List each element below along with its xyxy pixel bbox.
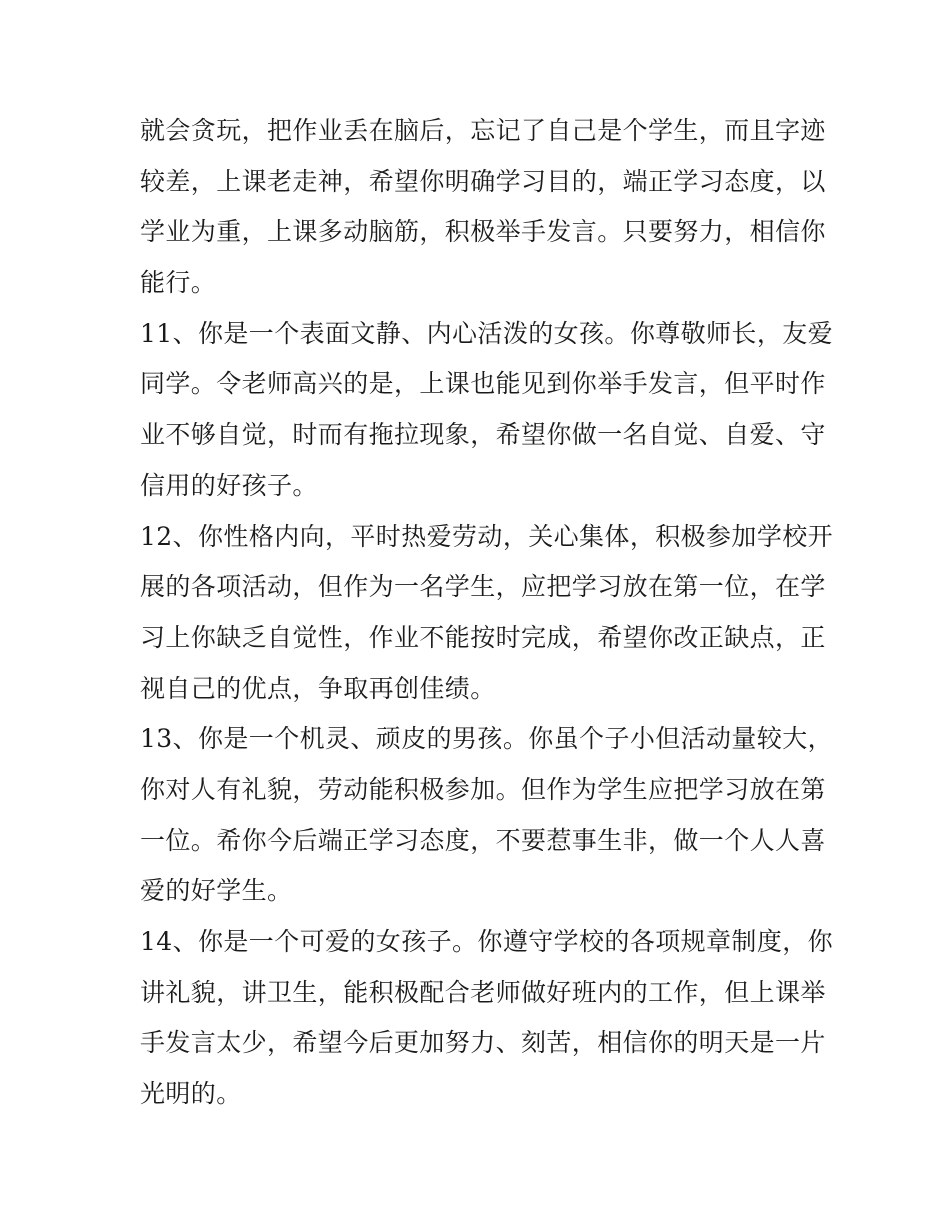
text-line: 11、你是一个表面文静、内心活泼的女孩。你尊敬师长，友爱 xyxy=(140,318,834,348)
text-line: 业不够自觉，时而有拖拉现象，希望你做一名自觉、自爱、守 xyxy=(140,420,826,450)
text-line: 14、你是一个可爱的女孩子。你遵守学校的各项规章制度，你 xyxy=(140,927,834,956)
text-line: 学业为重，上课多动脑筋，积极举手发言。只要努力，相信你 xyxy=(140,217,826,247)
text-line: 就会贪玩，把作业丢在脑后，忘记了自己是个学生，而且字迹 xyxy=(140,116,826,145)
text-line: 爱的好学生。 xyxy=(140,876,293,906)
paragraph-continuation xyxy=(140,106,826,309)
text-line: 同学。令老师高兴的是，上课也能见到你举手发言，但平时作 xyxy=(140,369,826,399)
text-line: 习上你缺乏自觉性，作业不能按时完成，希望你改正缺点，正 xyxy=(140,622,826,652)
text-line: 光明的。 xyxy=(140,1079,242,1109)
text-line: 你对人有礼貌，劳动能积极参加。但作为学生应把学习放在第 xyxy=(140,774,826,804)
text-line: 手发言太少，希望今后更加努力、刻苦，相信你的明天是一片 xyxy=(140,1028,826,1058)
text-line: 较差，上课老走神，希望你明确学习目的，端正学习态度，以 xyxy=(140,166,826,196)
text-line: 12、你性格内向，平时热爱劳动，关心集体，积极参加学校开 xyxy=(140,521,834,551)
document-body xyxy=(140,106,834,1120)
paragraph-item-13 xyxy=(140,714,834,917)
paragraph-item-14 xyxy=(140,917,834,1120)
text-line: 展的各项活动，但作为一名学生，应把学习放在第一位，在学 xyxy=(140,572,826,602)
text-line: 一位。希你今后端正学习态度，不要惹事生非，做一个人人喜 xyxy=(140,825,826,855)
text-line: 信用的好孩子。 xyxy=(140,470,318,500)
paragraph-item-11 xyxy=(140,309,834,512)
paragraph-item-12 xyxy=(140,512,834,715)
text-line: 13、你是一个机灵、顽皮的男孩。你虽个子小但活动量较大， xyxy=(140,724,834,754)
text-line: 能行。 xyxy=(140,268,217,298)
text-line: 视自己的优点，争取再创佳绩。 xyxy=(140,673,496,703)
text-line: 讲礼貌，讲卫生，能积极配合老师做好班内的工作，但上课举 xyxy=(140,977,826,1007)
